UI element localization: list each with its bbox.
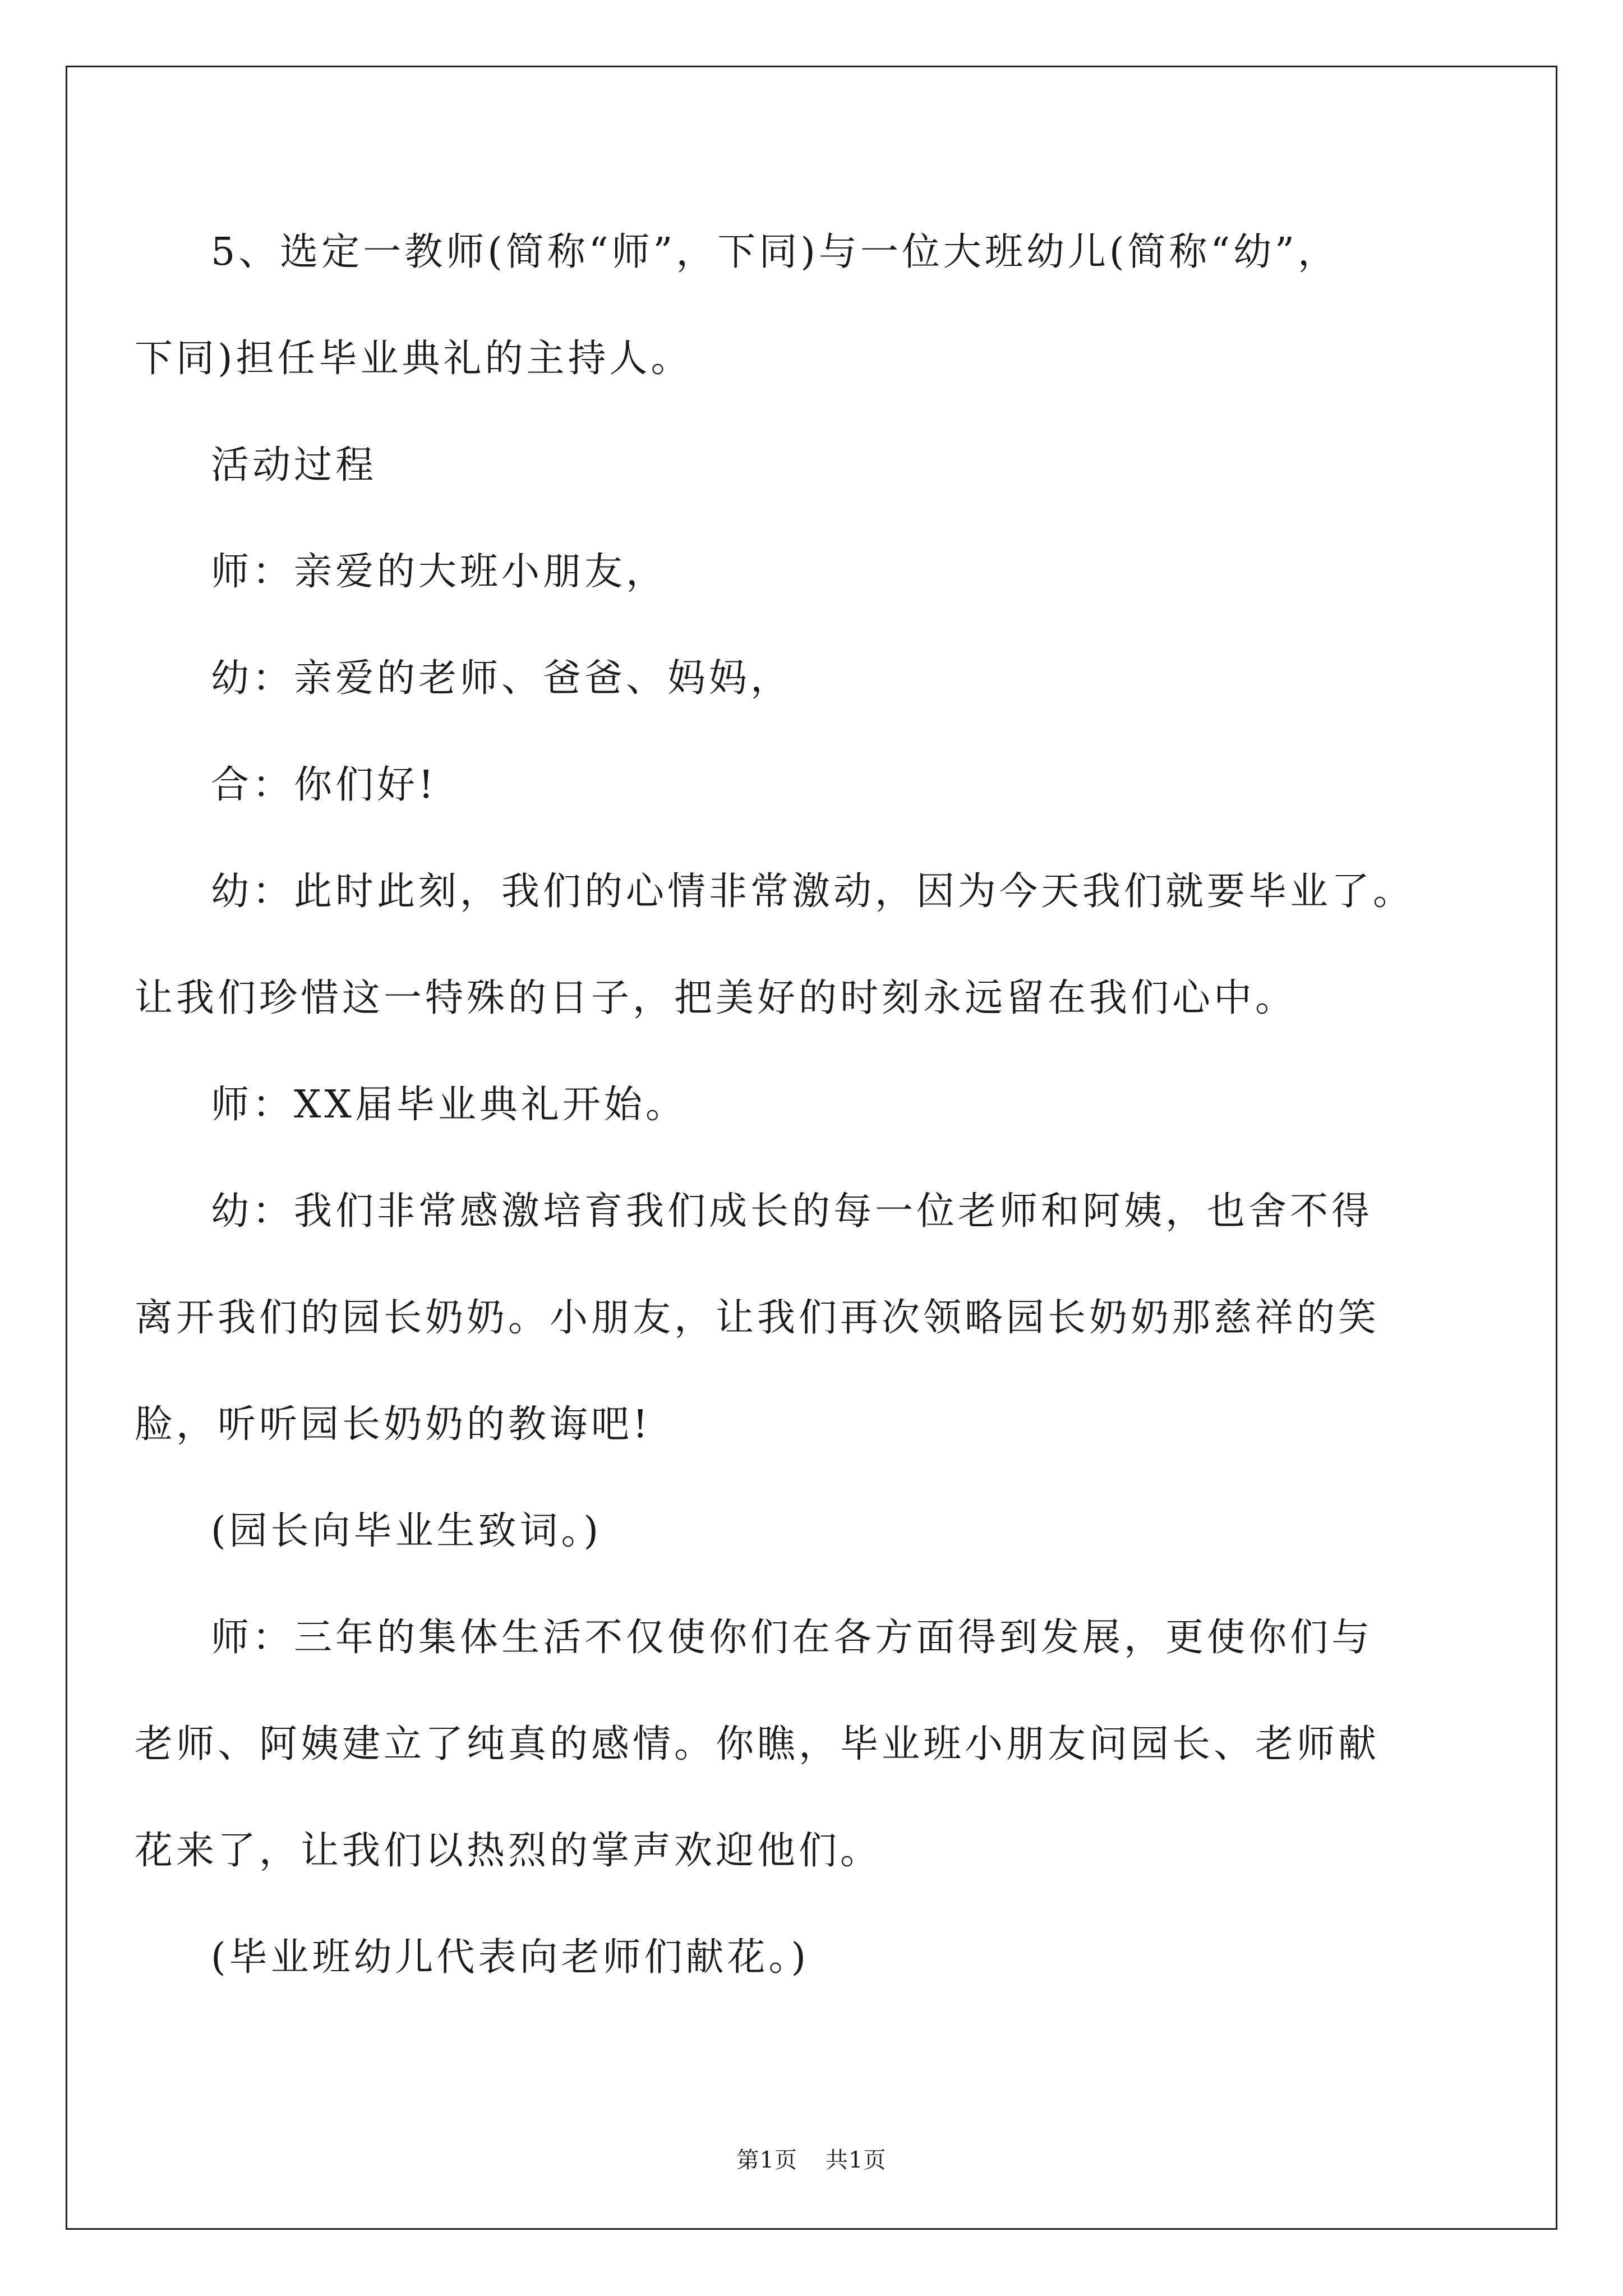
paragraph-line: 让我们珍惜这一特殊的日子，把美好的时刻永远留在我们心中。	[135, 976, 1297, 1020]
paragraph-line: 幼：此时此刻，我们的心情非常激动，因为今天我们就要毕业了。	[211, 869, 1415, 914]
paragraph-line: 离开我们的园长奶奶。小朋友，让我们再次领略园长奶奶那慈祥的笑	[135, 1296, 1380, 1340]
paragraph-line: 师：三年的集体生活不仅使你们在各方面得到发展，更使你们与	[211, 1616, 1373, 1660]
paragraph-line: (园长向毕业生致词。)	[211, 1509, 602, 1553]
paragraph-line: 师：亲爱的大班小朋友，	[211, 550, 668, 594]
page-number: 第1页	[736, 2147, 797, 2173]
page-total: 共1页	[826, 2147, 887, 2173]
paragraph-line: 合：你们好!	[211, 763, 437, 807]
page-border	[66, 66, 1557, 2230]
paragraph-line: 5、选定一教师(简称“师”，下同)与一位大班幼儿(简称“幼”，	[211, 230, 1339, 274]
paragraph-line: 老师、阿姨建立了纯真的感情。你瞧，毕业班小朋友问园长、老师献	[135, 1722, 1380, 1766]
paragraph-line: (毕业班幼儿代表向老师们献花。)	[211, 1935, 810, 1980]
section-heading: 活动过程	[211, 443, 377, 487]
paragraph-line: 幼：我们非常感激培育我们成长的每一位老师和阿姨，也舍不得	[211, 1189, 1373, 1234]
page-footer	[0, 2146, 1623, 2174]
paragraph-line: 下同)担任毕业典礼的主持人。	[135, 337, 693, 381]
paragraph-line: 花来了，让我们以热烈的掌声欢迎他们。	[135, 1829, 882, 1873]
paragraph-line: 幼：亲爱的老师、爸爸、妈妈，	[211, 656, 792, 701]
paragraph-line: 师：XX届毕业典礼开始。	[211, 1083, 687, 1127]
paragraph-line: 脸，听听园长奶奶的教诲吧!	[135, 1402, 652, 1447]
